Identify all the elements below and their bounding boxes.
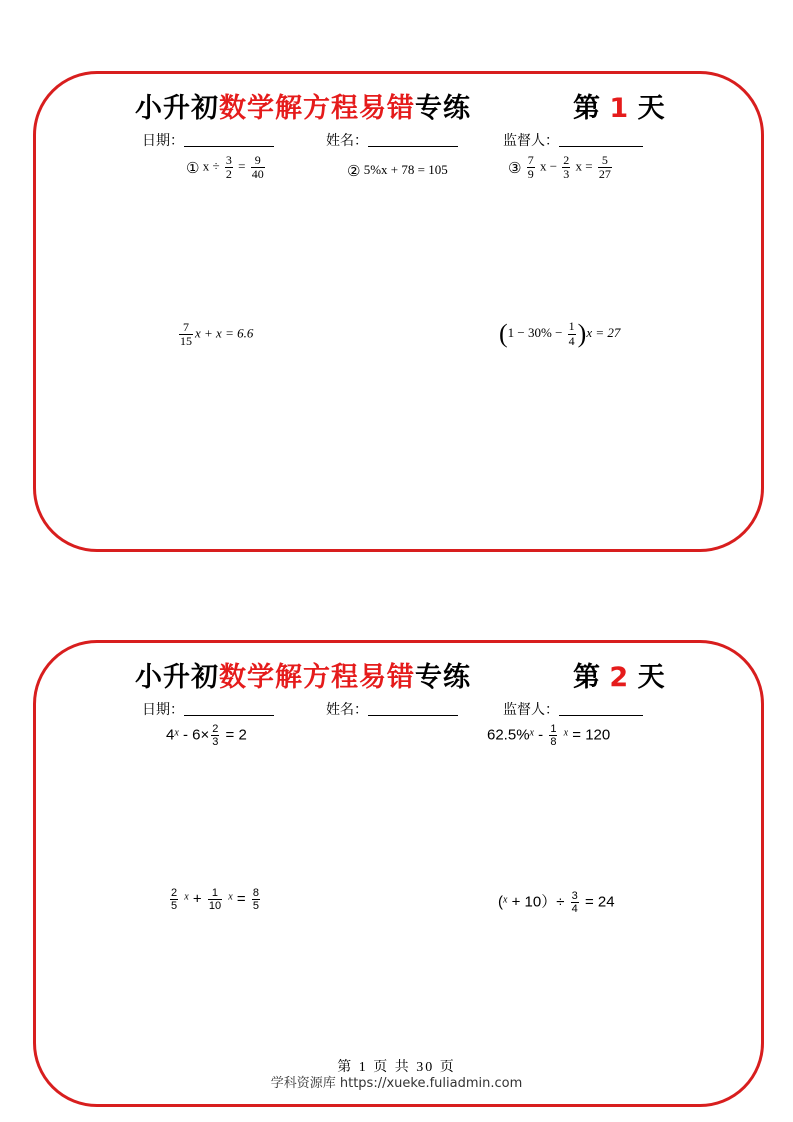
equation-4: ($^x$ + 10）÷ $\frac{3}{4}$ = 24 (498, 890, 615, 916)
equation-3: $\frac{2}{5}$ $^x$ + $\frac{1}{10}$ $^x$ = $\frac{8}{5}$ (171, 887, 259, 913)
equation-4: $\frac{7}{15}$ x + x = 6.6 (180, 320, 254, 349)
name-field[interactable]: 姓名： (326, 699, 458, 719)
worksheet-day-2 (33, 640, 764, 1107)
name-field[interactable]: 姓名： (326, 130, 458, 150)
equation-1: ① x ÷ $\frac{3}{2}$ = $\frac{9}{40}$ (186, 153, 264, 182)
worksheet-day-1 (33, 71, 764, 552)
day-label: 第 1 天 (573, 93, 665, 124)
equation-2: 62.5%$^x$ - $\frac{1}{8}$ $^x$ = 120 (487, 723, 611, 749)
equation-5: (1 − 30% − $\frac{1}{4}$ )x = 27 (499, 319, 621, 348)
equation-3: ③ $\frac{7}{9}$ x − $\frac{2}{3}$ x = $\frac{5}{27}$ (508, 153, 611, 182)
source-watermark: 学科资源库 https://xueke.fuliadmin.com (270, 1076, 523, 1091)
page-number: 第 1 页 共 30 页 (337, 1060, 456, 1075)
supervisor-field[interactable]: 监督人： (503, 699, 643, 719)
equation-1: 4$^x$ - 6× $\frac{2}{3}$ = 2 (166, 723, 247, 749)
equation-2: ② 5%x + 78 = 105 (347, 162, 448, 181)
worksheet-title: 小升初数学解方程易错专练 (135, 662, 471, 693)
worksheet-title: 小升初数学解方程易错专练 (135, 93, 471, 124)
date-field[interactable]: 日期： (142, 699, 274, 719)
day-label: 第 2 天 (573, 662, 665, 693)
date-field[interactable]: 日期： (142, 130, 274, 150)
supervisor-field[interactable]: 监督人： (503, 130, 643, 150)
